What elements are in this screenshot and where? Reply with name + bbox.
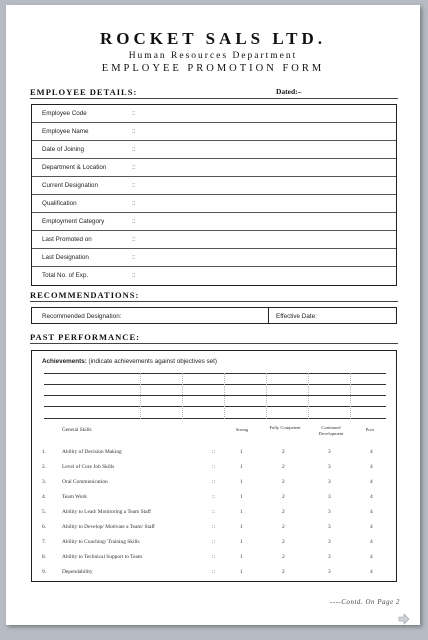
field-separator: :: [132,236,136,243]
employee-detail-row [32,123,396,141]
rating-value: 2 [282,464,285,470]
rating-value: 1 [240,509,243,515]
section-rule [30,301,398,302]
employee-detail-row [32,177,396,195]
employee-detail-row [32,249,396,267]
grid-line [266,373,267,419]
past-performance-heading: PAST PERFORMANCE: [30,332,140,342]
achievements-line [42,358,217,365]
field-label: Employment Category [42,218,105,225]
rating-header-poor: Poor [365,427,375,432]
skill-name: Ability of Decision Making [62,449,122,455]
rating-value: 2 [282,524,285,530]
rating-value: 3 [328,509,331,515]
form-title: EMPLOYEE PROMOTION FORM [101,63,325,74]
rating-value: 4 [370,479,373,485]
rating-value: 1 [240,464,243,470]
arrow-right-icon[interactable] [398,613,410,625]
recommendations-table [31,307,397,324]
grid-line [224,373,225,419]
company-name: ROCKET SALS LTD. [99,29,327,48]
field-separator: :: [132,164,136,171]
grid-line [308,373,309,419]
grid-line [140,373,141,419]
employee-detail-row [32,231,396,249]
field-label: Total No. of Exp. [42,272,89,279]
continued-note: ----Contd. On Page 2 [329,599,400,606]
recommendations-heading: RECOMMENDATIONS: [30,290,140,300]
skill-number: 9. [42,569,47,575]
achievements-label: Achievements: [42,358,87,365]
field-label: Last Designation [42,254,89,261]
employee-details-heading: EMPLOYEE DETAILS: [30,87,138,97]
rating-value: 4 [370,554,373,560]
writing-line [44,373,386,374]
employee-detail-row [32,213,396,231]
skill-number: 3. [42,479,47,485]
employee-detail-row [32,105,396,123]
field-label: Last Promoted on [42,236,92,243]
skill-number: 8. [42,554,47,560]
skill-name: Ability to Coaching/ Training Skills [62,539,140,545]
rating-value: 3 [328,524,331,530]
rating-header-continued-development: Continued Development [318,425,344,436]
rating-value: 1 [240,554,243,560]
rating-header-strong: Strong [235,427,249,432]
employee-detail-row [32,141,396,159]
skill-separator: :: [212,554,215,560]
writing-line [44,406,386,407]
rating-value: 3 [328,554,331,560]
past-performance-box [31,350,397,582]
dated-label: Dated:– [276,87,302,96]
skill-number: 2. [42,464,47,470]
field-label: Date of Joining [42,146,85,153]
employee-details-table [31,104,397,286]
recommended-designation-label: Recommended Designation: [42,313,122,320]
achievements-note: (indicate achievements against objectives set) [88,358,217,365]
rating-value: 4 [370,539,373,545]
field-separator: :: [132,128,136,135]
rating-value: 1 [240,539,243,545]
section-rule [30,98,398,99]
field-label: Employee Code [42,110,87,117]
rating-value: 1 [240,449,243,455]
skill-number: 5. [42,509,47,515]
employee-detail-row [32,267,396,285]
field-label: Department & Location [42,164,107,171]
general-skills-heading: General Skills [62,427,92,433]
rating-value: 4 [370,509,373,515]
skill-name: Dependability [62,569,93,575]
grid-line [182,373,183,419]
rating-value: 4 [370,524,373,530]
skill-name: Ability to Develop/ Motivate a Team/ Staff [62,524,155,530]
field-label: Qualification [42,200,77,207]
rating-value: 4 [370,494,373,500]
rating-value: 2 [282,539,285,545]
rating-value: 3 [328,479,331,485]
rating-value: 4 [370,464,373,470]
field-separator: :: [132,218,136,225]
rating-value: 2 [282,509,285,515]
rating-value: 2 [282,569,285,575]
field-separator: :: [132,254,136,261]
field-separator: :: [132,200,136,207]
rating-value: 3 [328,464,331,470]
field-separator: :: [132,110,136,117]
rating-value: 1 [240,494,243,500]
rating-header-fully-competent: Fully Competent [269,425,301,430]
skill-number: 1. [42,449,47,455]
field-label: Current Designation [42,182,99,189]
rating-value: 3 [328,569,331,575]
section-rule [30,343,398,344]
column-divider [268,308,269,323]
rating-value: 4 [370,449,373,455]
skill-separator: :: [212,524,215,530]
field-separator: :: [132,146,136,153]
skill-number: 4. [42,494,47,500]
rating-value: 3 [328,539,331,545]
writing-line [44,384,386,385]
skill-name: Level of Core Job Skills [62,464,115,470]
rating-value: 2 [282,479,285,485]
skill-separator: :: [212,539,215,545]
skill-separator: :: [212,464,215,470]
skill-number: 7. [42,539,47,545]
rating-value: 1 [240,524,243,530]
field-separator: :: [132,272,136,279]
rating-value: 3 [328,449,331,455]
skill-name: Oral Communication [62,479,108,485]
skill-name: Team Work [62,494,87,500]
employee-detail-row [32,159,396,177]
writing-line [44,395,386,396]
rating-value: 2 [282,494,285,500]
rating-value: 1 [240,479,243,485]
skill-number: 6. [42,524,47,530]
field-label: Employee Name [42,128,89,135]
grid-line [350,373,351,419]
skill-separator: :: [212,569,215,575]
employee-detail-row [32,195,396,213]
rating-value: 4 [370,569,373,575]
field-separator: :: [132,182,136,189]
skill-separator: :: [212,449,215,455]
rating-value: 2 [282,554,285,560]
rating-value: 1 [240,569,243,575]
effective-date-label: Effective Date: [276,313,317,320]
document-page [6,5,420,625]
skill-name: Ability to Technical Support to Team [62,554,143,560]
skill-name: Ability to Lead/ Monitoring a Team Staff [62,509,151,515]
skill-separator: :: [212,479,215,485]
skill-separator: :: [212,494,215,500]
rating-value: 3 [328,494,331,500]
skill-separator: :: [212,509,215,515]
writing-line [44,418,386,419]
department-name: Human Resources Department [128,51,298,61]
rating-value: 2 [282,449,285,455]
